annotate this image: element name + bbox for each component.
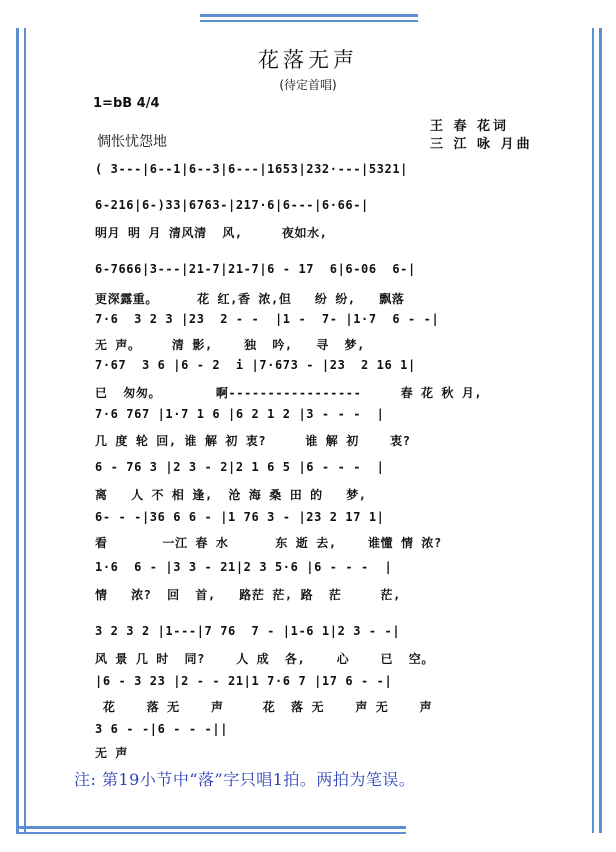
score-lyrics: 看 一江 春 水 东 逝 去, 谁懂 情 浓?	[95, 536, 442, 550]
frame-left-border	[16, 28, 19, 833]
score-lyrics: 离 人 不 相 逢, 沧 海 桑 田 的 梦,	[95, 488, 367, 502]
footnote: 注: 第19小节中“落”字只唱1拍。两拍为笔误。	[74, 770, 416, 789]
score-notes: 3 2 3 2 |1---|7 76 7 - |1-6 1|2 3 - -|	[95, 624, 401, 638]
score-lyrics: 情 浓? 回 首, 路茫 茫, 路 茫 茫,	[95, 588, 401, 602]
score-notes: 7·6 3 2 3 |23 2 - - |1 - 7- |1·7 6 - -|	[95, 312, 440, 326]
score-notes: 3 6 - -|6 - - -||	[95, 722, 229, 736]
score-notes: 1·6 6 - |3 3 - 21|2 3 5·6 |6 - - - |	[95, 560, 393, 574]
frame-right-border	[592, 28, 594, 833]
frame-left-border	[24, 28, 26, 833]
lyricist-credit: 王 春 花词	[430, 119, 510, 134]
score-notes: 6-7666|3---|21-7|21-7|6 - 17 6|6-06 6-|	[95, 262, 416, 276]
score-notes: 6 - 76 3 |2 3 - 2|2 1 6 5 |6 - - - |	[95, 460, 385, 474]
score-notes: |6 - 3 23 |2 - - 21|1 7·6 7 |17 6 - -|	[95, 674, 393, 688]
score-lyrics: 无 声。 清 影, 独 吟, 寻 梦,	[95, 338, 365, 352]
composer-credit: 三 江 咏 月曲	[430, 137, 533, 152]
score-lyrics: 花 落 无 声 花 落 无 声 无 声	[95, 700, 433, 714]
score-notes: ( 3---|6--1|6--3|6---|1653|232·---|5321|	[95, 162, 408, 176]
score-notes: 7·67 3 6 |6 - 2 i |7·673 - |23 2 16 1|	[95, 358, 416, 372]
score-notes: 7·6 767 |1·7 1 6 |6 2 1 2 |3 - - - |	[95, 407, 385, 421]
score-lyrics: 明月 明 月 清风清 风, 夜如水,	[95, 226, 328, 240]
score-lyrics: 无 声	[95, 746, 129, 760]
score-notes: 6- - -|36 6 6 - |1 76 3 - |23 2 17 1|	[95, 510, 385, 524]
score-lyrics: 几 度 轮 回, 谁 解 初 衷? 谁 解 初 衷?	[95, 434, 411, 448]
tempo-marking: 惆怅忧怨地	[97, 134, 167, 150]
score-lyrics: 更深露重。 花 红,香 浓,但 纷 纷, 飘落	[95, 292, 405, 306]
song-subtitle: (待定首唱)	[279, 78, 337, 92]
song-title: 花落无声	[258, 48, 358, 72]
score-lyrics: 已 匆匆。 啊----------------- 春 花 秋 月,	[95, 386, 483, 400]
score-lyrics: 风 景 几 时 同? 人 成 各, 心 已 空。	[95, 652, 434, 666]
frame-bottom-border	[16, 832, 406, 834]
frame-top-line	[200, 20, 418, 22]
frame-bottom-border	[16, 826, 406, 829]
frame-right-border	[599, 28, 602, 833]
frame-top-line	[200, 14, 418, 17]
score-notes: 6-216|6-)33|6763-|217·6|6---|6·66-|	[95, 198, 369, 212]
key-signature: 1=bB 4/4	[93, 96, 160, 111]
